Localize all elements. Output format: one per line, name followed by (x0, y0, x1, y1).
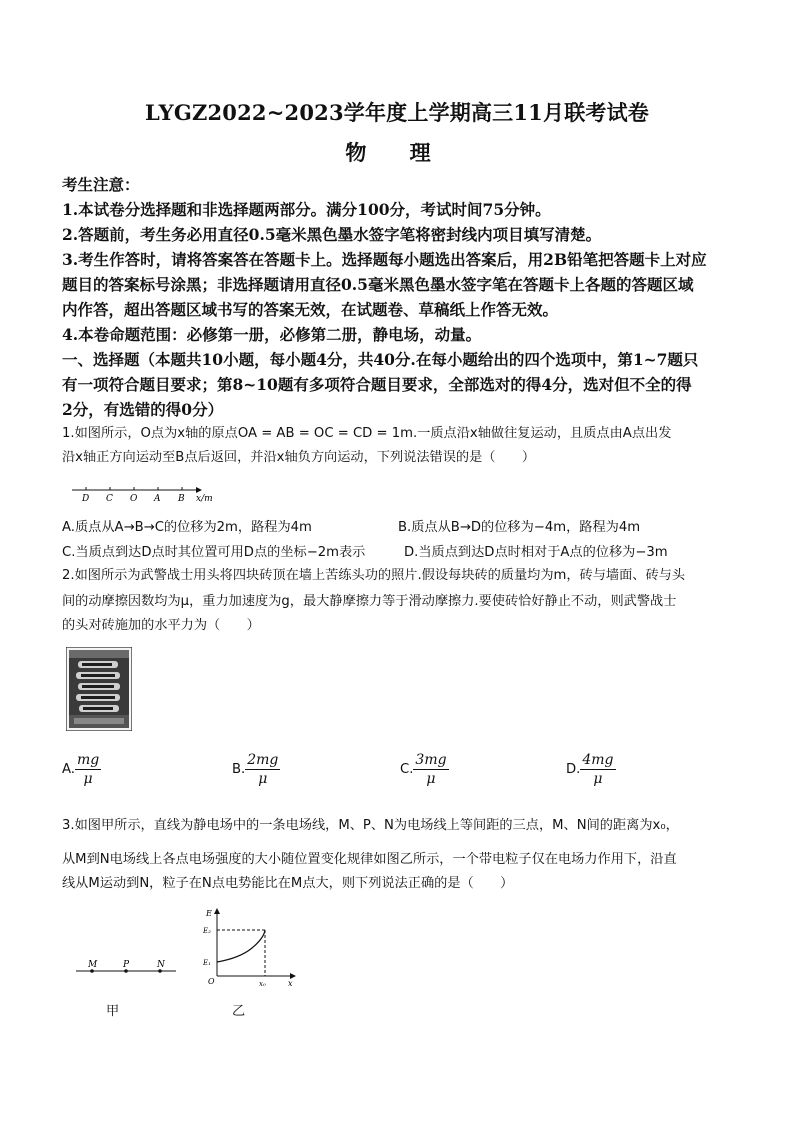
brick-photo-image (66, 647, 132, 731)
option-letter: C. (400, 762, 414, 777)
q3-stem-line3: 线从M运动到N，粒子在N点电势能比在M点大，则下列说法正确的是（ ） (62, 876, 514, 891)
axis-label-D: D (82, 494, 90, 504)
option-letter: A. (62, 762, 75, 777)
q1-stem-line2: 沿x轴正方向运动至B点后返回，并沿x轴负方向运动，下列说法错误的是（ ） (62, 450, 536, 465)
point-label-P: P (123, 960, 130, 970)
q2-stem-line3: 的头对砖施加的水平力为（ ） (62, 618, 260, 633)
axis-label-C: C (106, 494, 113, 504)
q1-stem-line1: 1.如图所示，O点为x轴的原点OA = AB = OC = CD = 1m.一质点沿x轴做往复运动，且质点由A点出发 (62, 426, 672, 441)
fraction: $\frac{3mg}{\mu}$ (415, 752, 447, 787)
axis-label-x: x/m (196, 494, 213, 504)
fraction: $\frac{2mg}{\mu}$ (247, 752, 279, 787)
subject-title: 物 理 (345, 140, 449, 165)
graph-label-x: x (288, 979, 293, 988)
q1-option-d: D.当质点到达D点时相对于A点的位移为−3m (404, 545, 668, 560)
section-heading-line: 一、选择题（本题共10小题，每小题4分，共40分.在每小题给出的四个选项中，第1~7题只 (62, 350, 699, 369)
fraction: $\frac{4mg}{\mu}$ (582, 752, 614, 787)
q1-option-b: B.质点从B→D的位移为−4m，路程为4m (398, 520, 641, 535)
section-heading-line: 有一项符合题目要求；第8~10题有多项符合题目要求，全部选对的得4分，选对但不全的得 (62, 375, 692, 394)
notice-item: 题目的答案标号涂黑；非选择题请用直径0.5毫米黑色墨水签字笔在答题卡上各题的答题区域 (62, 275, 694, 294)
exam-notice (62, 172, 762, 422)
caption-yi: 乙 (232, 1004, 246, 1019)
exam-title: LYGZ2022~2023学年度上学期高三11月联考试卷 (145, 100, 649, 125)
graph-label-x0: x₀ (259, 980, 266, 988)
q3-stem-line2: 从M到N电场线上各点电场强度的大小随位置变化规律如图乙所示，一个带电粒子仅在电场力作用下，沿直 (62, 852, 677, 867)
axis-label-O: O (130, 494, 138, 504)
notice-item: 1.本试卷分选择题和非选择题两部分。满分100分，考试时间75分钟。 (62, 200, 551, 219)
q2-option-a (62, 751, 101, 788)
q1-option-a: A.质点从A→B→C的位移为2m，路程为4m (62, 520, 312, 535)
option-letter: B. (232, 762, 246, 777)
section-heading-line: 2分，有选错的得0分） (62, 400, 224, 419)
graph-label-E: E (206, 909, 212, 918)
notice-item: 3.考生作答时，请将答案答在答题卡上。选择题每小题选出答案后，用2B铅笔把答题卡上对应 (62, 250, 707, 269)
q2-option-c (400, 751, 449, 788)
point-label-N: N (157, 960, 165, 970)
axis-label-B: B (178, 494, 185, 504)
graph-label-E1: E₁ (203, 959, 211, 967)
notice-heading: 考生注意： (62, 175, 140, 194)
option-letter: D. (566, 762, 581, 777)
notice-item: 内作答，超出答题区域书写的答案无效，在试题卷、草稿纸上作答无效。 (62, 300, 559, 319)
graph-label-E2: E₂ (203, 927, 211, 935)
q2-option-d (566, 751, 616, 788)
axis-label-A: A (154, 494, 161, 504)
point-label-M: M (88, 960, 98, 970)
e-x-graph (200, 906, 300, 988)
field-line-figure (74, 955, 184, 985)
q2-stem-line1: 2.如图所示为武警战士用头将四块砖顶在墙上苦练头功的照片.假设每块砖的质量均为m，砖与墙面、砖与头 (62, 568, 686, 583)
fraction: $\frac{mg}{\mu}$ (76, 752, 100, 787)
graph-label-O: O (208, 977, 215, 986)
caption-jia: 甲 (106, 1004, 120, 1019)
q3-stem-line1: 3.如图甲所示，直线为静电场中的一条电场线，M、P、N为电场线上等间距的三点，M、N间的距离为x₀， (62, 818, 679, 833)
q1-option-c: C.当质点到达D点时其位置可用D点的坐标−2m表示 (62, 545, 366, 560)
notice-item: 2.答题前，考生务必用直径0.5毫米黑色墨水签字笔将密封线内项目填写清楚。 (62, 225, 602, 244)
q2-stem-line2: 间的动摩擦因数均为μ，重力加速度为g，最大静摩擦力等于滑动摩擦力.要使砖恰好静止不动，则武警战士 (62, 594, 677, 609)
q1-axis-figure (68, 480, 238, 504)
notice-item: 4.本卷命题范围：必修第一册，必修第二册，静电场，动量。 (62, 325, 482, 344)
q2-option-b (232, 751, 280, 788)
